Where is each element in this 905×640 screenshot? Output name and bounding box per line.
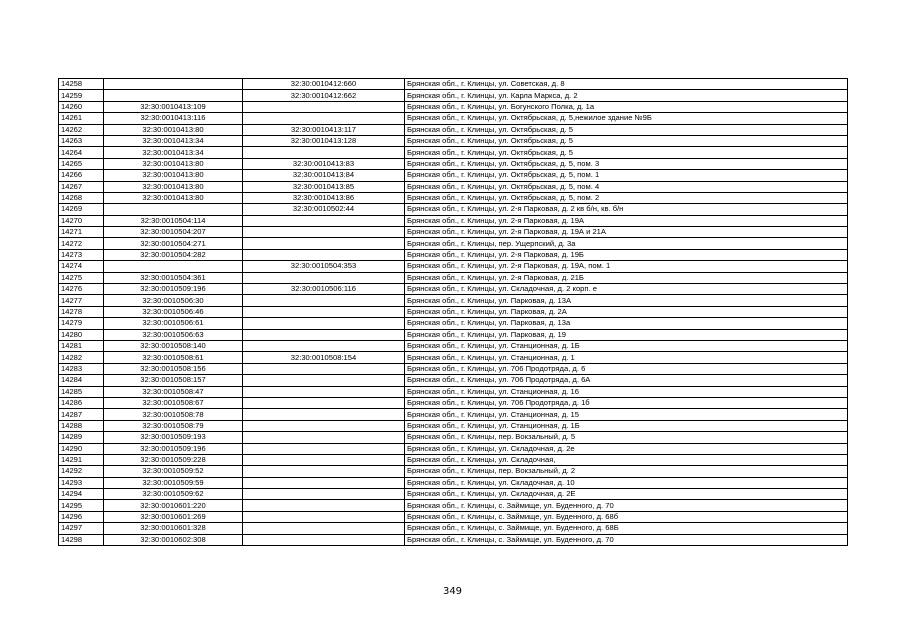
- parcel-number-cell: 32:30:0010506:61: [104, 318, 243, 329]
- table-row: [59, 443, 848, 454]
- row-number-cell: 14279: [59, 318, 104, 329]
- parcel-number-cell: 32:30:0010508:156: [104, 363, 243, 374]
- address-cell: Брянская обл., г. Клинцы, ул. Складочная,: [405, 454, 848, 465]
- row-number-cell: 14264: [59, 147, 104, 158]
- address-cell: Брянская обл., г. Клинцы, ул. Парковая, д. 19: [405, 329, 848, 340]
- address-cell: Брянская обл., г. Клинцы, ул. Складочная, д. 2е: [405, 443, 848, 454]
- parcel-number-cell: 32:30:0010413:80: [104, 124, 243, 135]
- address-cell: Брянская обл., г. Клинцы, ул. 2-я Парковая, д. 21Б: [405, 272, 848, 283]
- parcel-number-cell: 32:30:0010601:220: [104, 500, 243, 511]
- row-number-cell: 14284: [59, 375, 104, 386]
- row-number-cell: 14271: [59, 227, 104, 238]
- object-number-cell: [243, 101, 405, 112]
- row-number-cell: 14294: [59, 489, 104, 500]
- address-cell: Брянская обл., г. Клинцы, ул. Складочная, д. 2Е: [405, 489, 848, 500]
- row-number-cell: 14289: [59, 432, 104, 443]
- object-number-cell: [243, 249, 405, 260]
- row-number-cell: 14261: [59, 113, 104, 124]
- parcel-number-cell: [104, 204, 243, 215]
- object-number-cell: [243, 454, 405, 465]
- object-number-cell: 32:30:0010508:154: [243, 352, 405, 363]
- row-number-cell: 14277: [59, 295, 104, 306]
- row-number-cell: 14269: [59, 204, 104, 215]
- object-number-cell: 32:30:0010413:84: [243, 170, 405, 181]
- row-number-cell: 14258: [59, 79, 104, 90]
- parcel-number-cell: 32:30:0010504:114: [104, 215, 243, 226]
- table-row: [59, 352, 848, 363]
- parcel-number-cell: 32:30:0010413:80: [104, 181, 243, 192]
- object-number-cell: 32:30:0010412:660: [243, 79, 405, 90]
- object-number-cell: [243, 363, 405, 374]
- table-row: [59, 170, 848, 181]
- row-number-cell: 14275: [59, 272, 104, 283]
- row-number-cell: 14263: [59, 135, 104, 146]
- parcel-number-cell: 32:30:0010509:193: [104, 432, 243, 443]
- parcel-number-cell: 32:30:0010506:30: [104, 295, 243, 306]
- table-row: [59, 500, 848, 511]
- object-number-cell: [243, 477, 405, 488]
- table-row: [59, 272, 848, 283]
- address-cell: Брянская обл., г. Клинцы, с. Займище, ул. Буденного, д. 68Б: [405, 523, 848, 534]
- parcel-number-cell: 32:30:0010413:34: [104, 147, 243, 158]
- row-number-cell: 14274: [59, 261, 104, 272]
- address-cell: Брянская обл., г. Клинцы, с. Займище, ул. Буденного, д. 70: [405, 500, 848, 511]
- object-number-cell: 32:30:0010413:128: [243, 135, 405, 146]
- parcel-number-cell: 32:30:0010508:47: [104, 386, 243, 397]
- table-row: [59, 511, 848, 522]
- object-number-cell: [243, 227, 405, 238]
- row-number-cell: 14268: [59, 192, 104, 203]
- parcel-number-cell: 32:30:0010508:79: [104, 420, 243, 431]
- row-number-cell: 14288: [59, 420, 104, 431]
- table-row: [59, 329, 848, 340]
- table-row: [59, 79, 848, 90]
- row-number-cell: 14281: [59, 340, 104, 351]
- object-number-cell: 32:30:0010506:116: [243, 284, 405, 295]
- table-row: [59, 192, 848, 203]
- parcel-number-cell: 32:30:0010508:140: [104, 340, 243, 351]
- address-cell: Брянская обл., г. Клинцы, ул. 2-я Парковая, д. 19А: [405, 215, 848, 226]
- address-cell: Брянская обл., г. Клинцы, ул. Станционная, д. 1: [405, 352, 848, 363]
- registry-table-body: [59, 79, 848, 546]
- parcel-number-cell: [104, 261, 243, 272]
- object-number-cell: [243, 511, 405, 522]
- object-number-cell: [243, 272, 405, 283]
- row-number-cell: 14290: [59, 443, 104, 454]
- object-number-cell: 32:30:0010413:83: [243, 158, 405, 169]
- row-number-cell: 14262: [59, 124, 104, 135]
- row-number-cell: 14272: [59, 238, 104, 249]
- object-number-cell: [243, 113, 405, 124]
- address-cell: Брянская обл., г. Клинцы, ул. Станционная, д. 1Б: [405, 420, 848, 431]
- address-cell: Брянская обл., г. Клинцы, с. Займище, ул. Буденного, д. 70: [405, 534, 848, 545]
- table-row: [59, 534, 848, 545]
- table-row: [59, 215, 848, 226]
- table-row: [59, 249, 848, 260]
- table-row: [59, 454, 848, 465]
- table-row: [59, 90, 848, 101]
- parcel-number-cell: 32:30:0010601:269: [104, 511, 243, 522]
- parcel-number-cell: 32:30:0010504:271: [104, 238, 243, 249]
- object-number-cell: [243, 306, 405, 317]
- row-number-cell: 14295: [59, 500, 104, 511]
- table-row: [59, 523, 848, 534]
- address-cell: Брянская обл., г. Клинцы, ул. Октябрьская, д. 5,нежилое здание №9Б: [405, 113, 848, 124]
- table-row: [59, 420, 848, 431]
- address-cell: Брянская обл., г. Клинцы, ул. Богунского Полка, д. 1а: [405, 101, 848, 112]
- object-number-cell: [243, 375, 405, 386]
- row-number-cell: 14260: [59, 101, 104, 112]
- object-number-cell: [243, 432, 405, 443]
- row-number-cell: 14282: [59, 352, 104, 363]
- row-number-cell: 14285: [59, 386, 104, 397]
- table-row: [59, 466, 848, 477]
- page-number: 349: [442, 586, 463, 597]
- table-row: [59, 181, 848, 192]
- table-row: [59, 113, 848, 124]
- object-number-cell: 32:30:0010413:117: [243, 124, 405, 135]
- table-row: [59, 147, 848, 158]
- row-number-cell: 14267: [59, 181, 104, 192]
- table-row: [59, 409, 848, 420]
- row-number-cell: 14283: [59, 363, 104, 374]
- table-row: [59, 432, 848, 443]
- row-number-cell: 14287: [59, 409, 104, 420]
- address-cell: Брянская обл., г. Клинцы, ул. Октябрьская, д. 5: [405, 135, 848, 146]
- object-number-cell: [243, 340, 405, 351]
- row-number-cell: 14265: [59, 158, 104, 169]
- table-row: [59, 306, 848, 317]
- parcel-number-cell: 32:30:0010509:196: [104, 443, 243, 454]
- address-cell: Брянская обл., г. Клинцы, ул. Складочная, д. 10: [405, 477, 848, 488]
- row-number-cell: 14270: [59, 215, 104, 226]
- address-cell: Брянская обл., г. Клинцы, пер. Вокзальный, д. 2: [405, 466, 848, 477]
- object-number-cell: [243, 409, 405, 420]
- table-row: [59, 284, 848, 295]
- table-row: [59, 386, 848, 397]
- object-number-cell: [243, 147, 405, 158]
- table-row: [59, 135, 848, 146]
- table-row: [59, 375, 848, 386]
- address-cell: Брянская обл., г. Клинцы, ул. Парковая, д. 2А: [405, 306, 848, 317]
- address-cell: Брянская обл., г. Клинцы, ул. 2-я Парковая, д. 19А, пом. 1: [405, 261, 848, 272]
- parcel-number-cell: [104, 79, 243, 90]
- address-cell: Брянская обл., г. Клинцы, ул. Октябрьская, д. 5, пом. 1: [405, 170, 848, 181]
- object-number-cell: [243, 318, 405, 329]
- row-number-cell: 14276: [59, 284, 104, 295]
- parcel-number-cell: 32:30:0010504:207: [104, 227, 243, 238]
- parcel-number-cell: 32:30:0010602:308: [104, 534, 243, 545]
- row-number-cell: 14266: [59, 170, 104, 181]
- table-row: [59, 101, 848, 112]
- address-cell: Брянская обл., г. Клинцы, ул. Складочная, д. 2 корп. е: [405, 284, 848, 295]
- address-cell: Брянская обл., г. Клинцы, ул. Станционная, д. 16: [405, 386, 848, 397]
- parcel-number-cell: 32:30:0010413:80: [104, 192, 243, 203]
- table-row: [59, 204, 848, 215]
- row-number-cell: 14278: [59, 306, 104, 317]
- object-number-cell: [243, 420, 405, 431]
- parcel-number-cell: 32:30:0010506:46: [104, 306, 243, 317]
- object-number-cell: [243, 295, 405, 306]
- parcel-number-cell: 32:30:0010509:62: [104, 489, 243, 500]
- object-number-cell: [243, 386, 405, 397]
- row-number-cell: 14286: [59, 397, 104, 408]
- row-number-cell: 14273: [59, 249, 104, 260]
- table-row: [59, 227, 848, 238]
- address-cell: Брянская обл., г. Клинцы, ул. Станционная, д. 15: [405, 409, 848, 420]
- parcel-number-cell: 32:30:0010508:157: [104, 375, 243, 386]
- address-cell: Брянская обл., г. Клинцы, ул. Октябрьская, д. 5, пом. 4: [405, 181, 848, 192]
- address-cell: Брянская обл., г. Клинцы, ул. 706 Продотряда, д. 6А: [405, 375, 848, 386]
- parcel-number-cell: 32:30:0010413:109: [104, 101, 243, 112]
- address-cell: Брянская обл., г. Клинцы, ул. 2-я Парковая, д. 19Б: [405, 249, 848, 260]
- table-row: [59, 340, 848, 351]
- address-cell: Брянская обл., г. Клинцы, пер. Вокзальный, д. 5: [405, 432, 848, 443]
- table-row: [59, 124, 848, 135]
- address-cell: Брянская обл., г. Клинцы, ул. 2-я Парковая, д. 2 кв б/н, кв. б/н: [405, 204, 848, 215]
- address-cell: Брянская обл., г. Клинцы, ул. Октябрьская, д. 5: [405, 147, 848, 158]
- parcel-number-cell: 32:30:0010413:80: [104, 170, 243, 181]
- object-number-cell: 32:30:0010502:44: [243, 204, 405, 215]
- parcel-number-cell: 32:30:0010509:228: [104, 454, 243, 465]
- object-number-cell: [243, 238, 405, 249]
- parcel-number-cell: 32:30:0010504:361: [104, 272, 243, 283]
- parcel-number-cell: 32:30:0010508:61: [104, 352, 243, 363]
- object-number-cell: 32:30:0010412:662: [243, 90, 405, 101]
- address-cell: Брянская обл., г. Клинцы, ул. Парковая, д. 13а: [405, 318, 848, 329]
- object-number-cell: [243, 466, 405, 477]
- row-number-cell: 14293: [59, 477, 104, 488]
- object-number-cell: 32:30:0010413:86: [243, 192, 405, 203]
- address-cell: Брянская обл., г. Клинцы, ул. 706 Продотряда, д. 1б: [405, 397, 848, 408]
- object-number-cell: [243, 329, 405, 340]
- object-number-cell: [243, 397, 405, 408]
- row-number-cell: 14259: [59, 90, 104, 101]
- registry-table: [58, 78, 848, 546]
- row-number-cell: 14298: [59, 534, 104, 545]
- parcel-number-cell: 32:30:0010509:59: [104, 477, 243, 488]
- row-number-cell: 14296: [59, 511, 104, 522]
- address-cell: Брянская обл., г. Клинцы, ул. 2-я Парковая, д. 19А и 21А: [405, 227, 848, 238]
- row-number-cell: 14291: [59, 454, 104, 465]
- parcel-number-cell: 32:30:0010508:67: [104, 397, 243, 408]
- parcel-number-cell: 32:30:0010508:78: [104, 409, 243, 420]
- table-row: [59, 318, 848, 329]
- object-number-cell: [243, 215, 405, 226]
- parcel-number-cell: 32:30:0010413:116: [104, 113, 243, 124]
- table-row: [59, 238, 848, 249]
- table-row: [59, 261, 848, 272]
- parcel-number-cell: 32:30:0010509:196: [104, 284, 243, 295]
- object-number-cell: [243, 534, 405, 545]
- table-row: [59, 363, 848, 374]
- parcel-number-cell: 32:30:0010413:80: [104, 158, 243, 169]
- table-row: [59, 489, 848, 500]
- row-number-cell: 14297: [59, 523, 104, 534]
- parcel-number-cell: 32:30:0010509:52: [104, 466, 243, 477]
- object-number-cell: 32:30:0010504:353: [243, 261, 405, 272]
- table-row: [59, 295, 848, 306]
- address-cell: Брянская обл., г. Клинцы, ул. Карла Маркса, д. 2: [405, 90, 848, 101]
- object-number-cell: 32:30:0010413:85: [243, 181, 405, 192]
- parcel-number-cell: 32:30:0010413:34: [104, 135, 243, 146]
- address-cell: Брянская обл., г. Клинцы, ул. Советская, д. 8: [405, 79, 848, 90]
- parcel-number-cell: 32:30:0010504:282: [104, 249, 243, 260]
- parcel-number-cell: [104, 90, 243, 101]
- object-number-cell: [243, 523, 405, 534]
- table-row: [59, 397, 848, 408]
- object-number-cell: [243, 489, 405, 500]
- address-cell: Брянская обл., г. Клинцы, ул. Парковая, д. 13А: [405, 295, 848, 306]
- table-row: [59, 158, 848, 169]
- object-number-cell: [243, 500, 405, 511]
- address-cell: Брянская обл., г. Клинцы, ул. Октябрьская, д. 5, пом. 3: [405, 158, 848, 169]
- parcel-number-cell: 32:30:0010601:328: [104, 523, 243, 534]
- table-row: [59, 477, 848, 488]
- address-cell: Брянская обл., г. Клинцы, ул. Октябрьская, д. 5, пом. 2: [405, 192, 848, 203]
- parcel-number-cell: 32:30:0010506:63: [104, 329, 243, 340]
- address-cell: Брянская обл., г. Клинцы, пер. Ущерпский, д. 3а: [405, 238, 848, 249]
- address-cell: Брянская обл., г. Клинцы, с. Займище, ул. Буденного, д. 68б: [405, 511, 848, 522]
- object-number-cell: [243, 443, 405, 454]
- row-number-cell: 14292: [59, 466, 104, 477]
- address-cell: Брянская обл., г. Клинцы, ул. Станционная, д. 1Б: [405, 340, 848, 351]
- address-cell: Брянская обл., г. Клинцы, ул. 706 Продотряда, д. 6: [405, 363, 848, 374]
- address-cell: Брянская обл., г. Клинцы, ул. Октябрьская, д. 5: [405, 124, 848, 135]
- row-number-cell: 14280: [59, 329, 104, 340]
